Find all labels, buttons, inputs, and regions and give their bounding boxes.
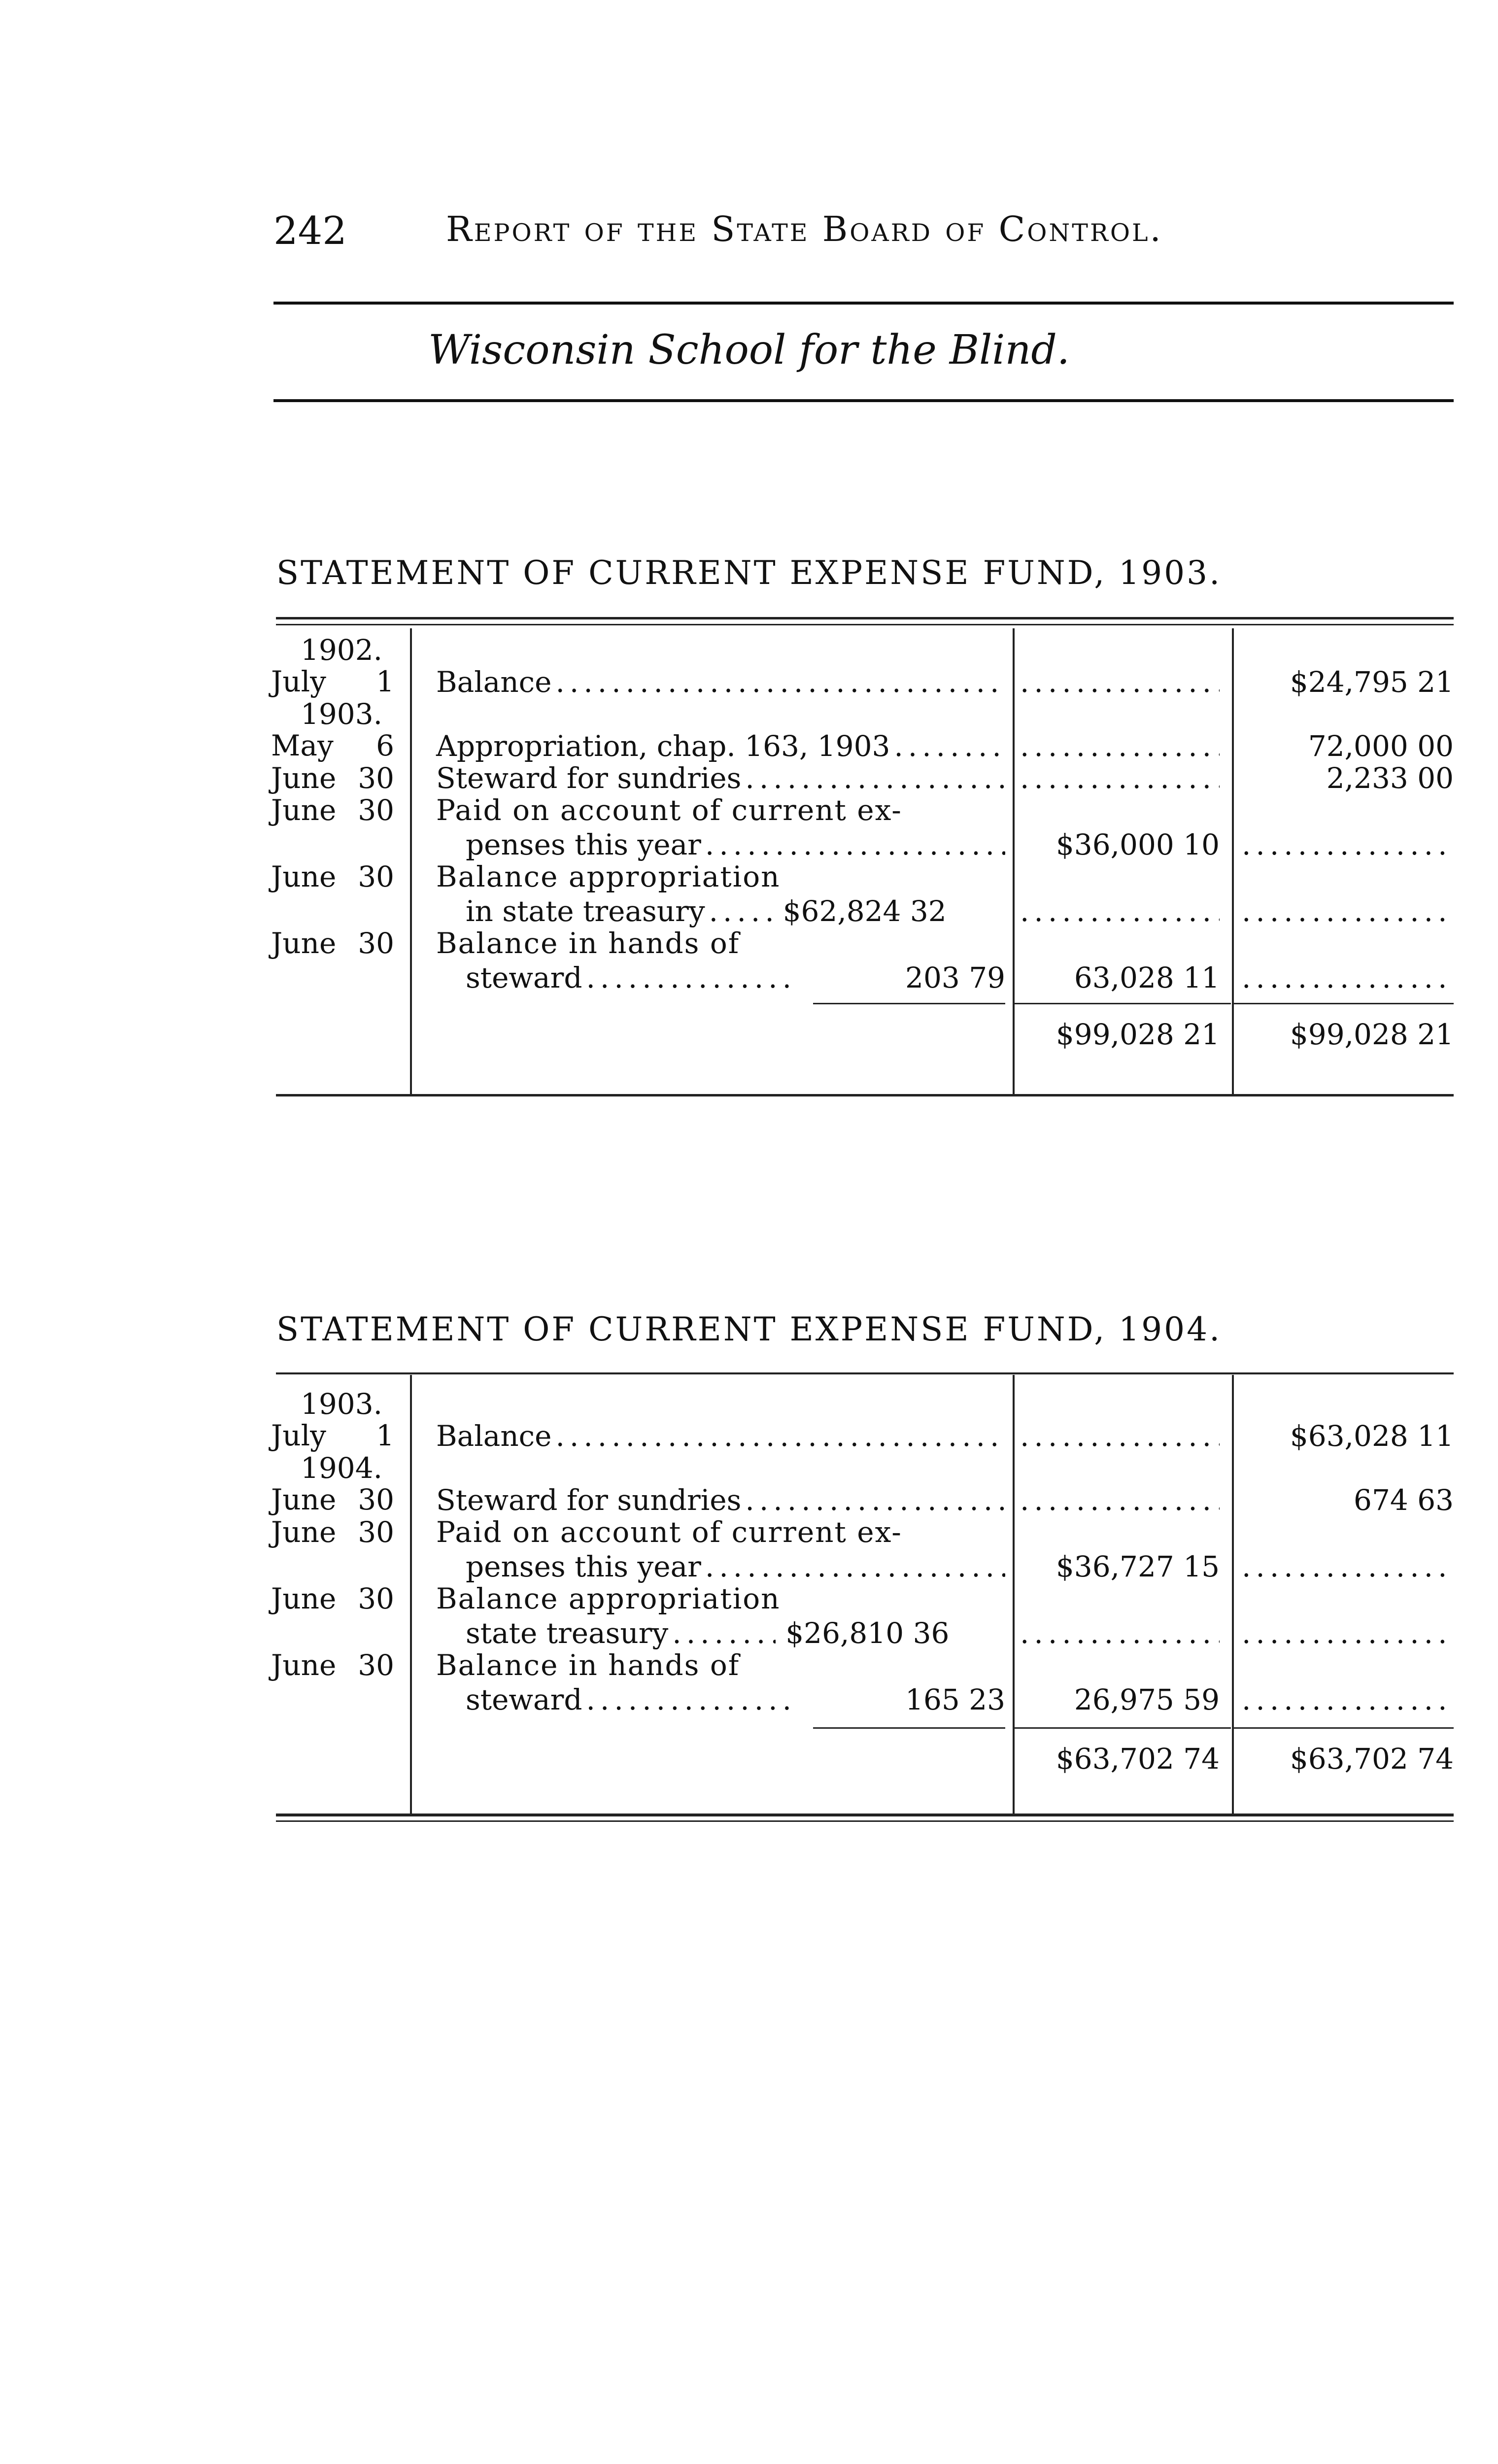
entry-month: July: [271, 1419, 326, 1452]
total-debit: $99,028 21: [1055, 1018, 1220, 1051]
description-line: in state treasury: [466, 894, 705, 928]
dot-leader: [1020, 668, 1220, 696]
dot-leader: [1020, 732, 1220, 760]
table-bottom-rule: [276, 1814, 1454, 1816]
dot-leader: [556, 668, 1006, 696]
description-line: Paid on account of current ex-: [436, 1515, 902, 1549]
credit-amount: 674 63: [1354, 1483, 1454, 1517]
entry-month: June: [271, 1648, 337, 1682]
description-line: Balance appropriation: [436, 860, 781, 893]
column-divider: [410, 628, 412, 1094]
dot-leader: [745, 1486, 1005, 1514]
entry-description: [436, 729, 1005, 763]
entry-description: [436, 1483, 1005, 1517]
entry-day: 30: [358, 926, 394, 960]
dot-leader: [705, 1552, 1005, 1581]
entry-date: [271, 1584, 394, 1613]
dot-leader: [1242, 1552, 1454, 1581]
description-line: penses this year: [466, 1550, 701, 1583]
credit-amount: $24,795 21: [1290, 665, 1454, 699]
inner-amount: $26,810 36: [785, 1616, 950, 1650]
dot-leader: [556, 1422, 1006, 1450]
table-top-rule: [276, 617, 1454, 619]
description-text: Appropriation, chap. 163, 1903: [436, 729, 890, 763]
dot-leader: [1242, 830, 1454, 859]
dot-leader: [1020, 1486, 1220, 1514]
entry-month: June: [271, 761, 337, 795]
entry-description: [436, 1582, 1005, 1650]
entry-day: 30: [358, 860, 394, 893]
column-divider: [1013, 1375, 1015, 1814]
description-line: state treasury: [466, 1616, 669, 1650]
table-title: STATEMENT OF CURRENT EXPENSE FUND, 1904.: [276, 1310, 1222, 1348]
description-line: steward: [466, 1683, 582, 1716]
table-top-rule: [276, 1372, 1454, 1374]
entry-month: June: [271, 1515, 337, 1549]
subtotal-rule: [813, 1003, 1005, 1004]
description-text: Steward for sundries: [436, 1483, 742, 1517]
subtotal-rule: [1014, 1003, 1231, 1004]
entry-date: [271, 1387, 394, 1452]
entry-description: [436, 1515, 1005, 1583]
entry-day: 30: [358, 1582, 394, 1615]
table-bottom-rule: [276, 1820, 1454, 1822]
description-line: steward: [466, 961, 582, 994]
debit-amount: 63,028 11: [1074, 961, 1220, 994]
entry-date: [271, 793, 394, 827]
entry-date: [271, 862, 394, 891]
entry-month: July: [271, 665, 326, 698]
entry-day: 30: [358, 1515, 394, 1549]
subtotal-rule: [1234, 1003, 1454, 1004]
entry-date: [271, 1515, 394, 1549]
description-line: Paid on account of current ex-: [436, 793, 902, 827]
dot-leader: [1242, 1685, 1454, 1714]
entry-month: June: [271, 926, 337, 960]
header-rule-top: [273, 302, 1454, 305]
entry-month: June: [271, 1483, 337, 1516]
entry-description: [436, 761, 1005, 795]
table-title: STATEMENT OF CURRENT EXPENSE FUND, 1903.: [276, 554, 1222, 592]
entry-description: [436, 1419, 1005, 1453]
dot-leader: [586, 1685, 793, 1714]
entry-day: 1: [376, 1419, 394, 1452]
entry-year: 1903.: [301, 1387, 383, 1421]
description-line: Balance in hands of: [436, 926, 740, 960]
table-bottom-rule: [276, 1094, 1454, 1096]
description-line: Balance appropriation: [436, 1582, 781, 1615]
dot-leader: [705, 830, 1005, 859]
dot-leader: [894, 732, 1005, 760]
entry-day: 6: [376, 729, 394, 762]
inner-amount: 203 79: [905, 961, 1005, 994]
inner-amount: $62,824 32: [783, 894, 947, 928]
total-debit: $63,702 74: [1055, 1742, 1220, 1776]
total-credit: $99,028 21: [1290, 1018, 1454, 1051]
credit-amount: 2,233 00: [1326, 761, 1454, 795]
entry-day: 30: [358, 1648, 394, 1682]
debit-amount: $36,727 15: [1055, 1550, 1220, 1583]
description-line: penses this year: [466, 828, 701, 861]
entry-date: [271, 761, 394, 795]
entry-date: [271, 926, 394, 960]
credit-amount: $63,028 11: [1290, 1419, 1454, 1453]
entry-date: [271, 633, 394, 698]
dot-leader: [1242, 963, 1454, 992]
dot-leader: [1020, 1619, 1220, 1647]
dot-leader: [745, 764, 1005, 792]
entry-day: 1: [376, 665, 394, 698]
debit-amount: $36,000 10: [1055, 828, 1220, 861]
entry-description: [436, 860, 1005, 928]
total-credit: $63,702 74: [1290, 1742, 1454, 1776]
header-rule-bottom: [273, 399, 1454, 402]
running-title: Report of the State Board of Control.: [446, 209, 1163, 249]
dot-leader: [1020, 897, 1220, 925]
entry-description: [436, 926, 1005, 994]
description-text: Balance: [436, 1419, 552, 1453]
subtotal-rule: [1234, 1727, 1454, 1729]
entry-description: [436, 793, 1005, 861]
debit-amount: 26,975 59: [1074, 1683, 1220, 1716]
table-top-rule: [276, 624, 1454, 625]
column-divider: [1232, 1375, 1234, 1814]
description-text: Balance: [436, 665, 552, 699]
entry-day: 30: [358, 793, 394, 827]
entry-month: May: [271, 729, 334, 762]
column-divider: [1013, 628, 1015, 1094]
inner-amount: 165 23: [905, 1683, 1005, 1716]
subtotal-rule: [813, 1727, 1005, 1729]
entry-date: [271, 1648, 394, 1682]
description-line: Balance in hands of: [436, 1648, 740, 1682]
dot-leader: [1020, 1422, 1220, 1450]
dot-leader: [1242, 1619, 1454, 1647]
entry-description: [436, 1648, 1005, 1716]
dot-leader: [709, 897, 773, 925]
dot-leader: [586, 963, 793, 992]
entry-year: 1903.: [301, 697, 383, 731]
entry-year: 1904.: [301, 1451, 383, 1485]
description-text: Steward for sundries: [436, 761, 742, 795]
dot-leader: [672, 1619, 776, 1647]
credit-amount: 72,000 00: [1308, 729, 1454, 763]
subtotal-rule: [1014, 1727, 1231, 1729]
entry-year: 1902.: [301, 633, 383, 667]
entry-date: [271, 697, 394, 762]
entry-month: June: [271, 860, 337, 893]
entry-day: 30: [358, 1483, 394, 1516]
entry-day: 30: [358, 761, 394, 795]
entry-month: June: [271, 793, 337, 827]
column-divider: [1232, 628, 1234, 1094]
dot-leader: [1020, 764, 1220, 792]
entry-date: [271, 1451, 394, 1516]
column-divider: [410, 1375, 412, 1814]
page-subtitle: Wisconsin School for the Blind.: [428, 327, 1070, 374]
entry-month: June: [271, 1582, 337, 1615]
entry-description: [436, 665, 1005, 699]
page-number: 242: [273, 209, 347, 253]
dot-leader: [1242, 897, 1454, 925]
